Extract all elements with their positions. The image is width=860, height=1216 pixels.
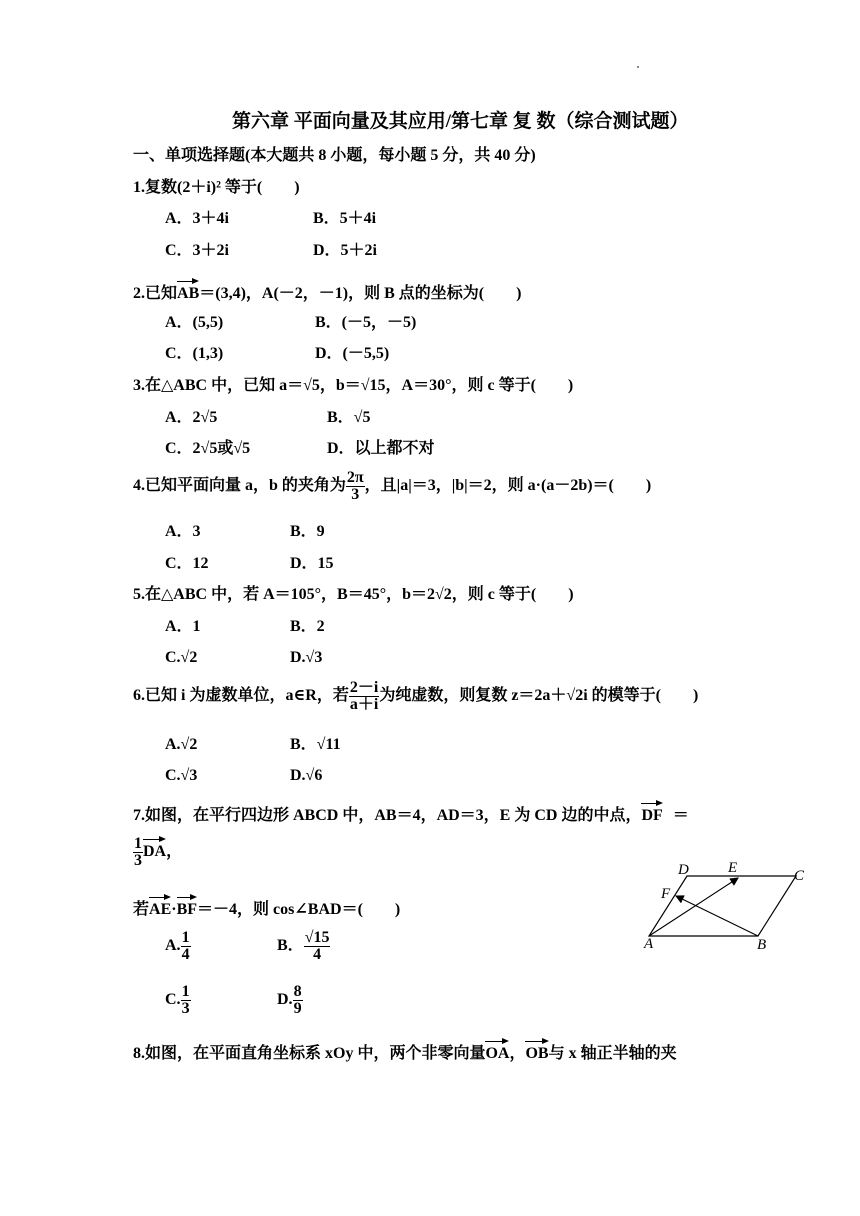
q5-option-c: C.√2 [165,649,198,666]
q2-option-a: A．(5,5) [165,314,224,331]
q3-option-a: A．2√5 [165,409,218,426]
q2-option-d: D．(－5,5) [315,345,390,362]
page-mark [637,66,639,68]
q4-option-a: A．3 [165,523,201,540]
question-3-stem: 3.在△ABC 中，已知 a＝√5，b＝√15，A＝30°，则 c 等于( ) [133,377,574,394]
q6-option-b: B．√11 [290,736,341,753]
question-7-line-1: 7.如图，在平行四边形 ABCD 中，AB＝4，AD＝3，E 为 CD 边的中点，DF ＝ [133,802,689,826]
question-2-stem: 2.已知AB＝(3,4)，A(－2，－1)，则 B 点的坐标为( ) [133,280,521,304]
label-e: E [728,860,738,876]
q2-option-b: B．(－5，－5) [315,314,417,331]
question-8-stem: 8.如图，在平面直角坐标系 xOy 中，两个非零向量OA，OB与 x 轴正半轴的夹 [133,1040,677,1064]
label-d: D [678,862,689,878]
vector-ab: AB [177,280,199,304]
q4-option-d: D．15 [290,555,334,572]
q7-option-a: A. $\frac{1}{4}$ [165,929,190,963]
q1-option-c: C．3＋2i [165,242,230,259]
label-b: B [757,937,767,953]
q5-option-d: D.√3 [290,649,323,666]
parallelogram-shape [649,876,796,936]
question-4-stem: 4.已知平面向量 a，b 的夹角为 $\frac{2\pi}{3}$ ，且|a|＝3，|b|＝2，则 a·(a－2b)＝( ) [133,469,652,503]
vector-ob: OB [525,1040,548,1064]
question-5-stem: 5.在△ABC 中，若 A＝105°，B＝45°，b＝2√2，则 c 等于( ) [133,586,574,603]
question-7-line-2: $\frac{1}{3}$ DA， [134,835,183,869]
page-title: 第六章 平面向量及其应用/第七章 复 数（综合测试题） [232,111,689,132]
q6-option-c: C.√3 [165,767,198,784]
vector-da: DA [143,838,166,862]
q3-option-b: B．√5 [327,409,371,426]
q1-option-a: A．3＋4i [165,210,230,227]
vector-df: DF [641,802,662,826]
q1-option-b: B．5＋4i [313,210,377,227]
section-heading: 一、单项选择题(本大题共 8 小题，每小题 5 分，共 40 分) [133,147,536,164]
q5-option-b: B．2 [290,618,325,635]
q4-option-c: C．12 [165,555,209,572]
label-a: A [644,936,654,952]
question-1-stem: 1.复数(2＋i)² 等于( ) [133,179,300,196]
question-7-line-3: 若AE·BF＝－4，则 cos∠BAD＝( ) [133,896,400,920]
fraction-1-3: $\frac{1}{3}$ [134,835,142,869]
q7-option-b: B． $\frac{√15}{4}$ [277,929,330,963]
question-6-stem: 6.已知 i 为虚数单位，a∈R，若 $\frac{2-i}{a+i}$ 为纯虚数，则复数 z＝2a＋√2i 的模等于( ) [133,679,699,713]
label-f: F [661,886,671,902]
q1-option-d: D．5＋2i [313,242,378,259]
vector-bf: BF [177,896,197,920]
q5-option-a: A．1 [165,618,201,635]
q3-option-c: C．2√5或√5 [165,440,251,457]
fraction-2-i-over-a-i: $\frac{2-i}{a+i}$ [349,679,379,713]
vector-bf-arrow [676,896,758,936]
q7-option-c: C. $\frac{1}{3}$ [165,983,190,1017]
q6-option-a: A.√2 [165,736,198,753]
vector-ae: AE [149,896,171,920]
parallelogram-figure [630,850,820,960]
label-c: C [794,868,805,884]
q4-option-b: B．9 [290,523,325,540]
q3-option-d: D．以上都不对 [327,440,435,457]
vector-oa: OA [485,1040,509,1064]
q7-option-d: D. $\frac{8}{9}$ [277,983,302,1017]
q2-option-c: C．(1,3) [165,345,224,362]
fraction-2pi-3: $\frac{2\pi}{3}$ [346,469,364,503]
q6-option-d: D.√6 [290,767,323,784]
